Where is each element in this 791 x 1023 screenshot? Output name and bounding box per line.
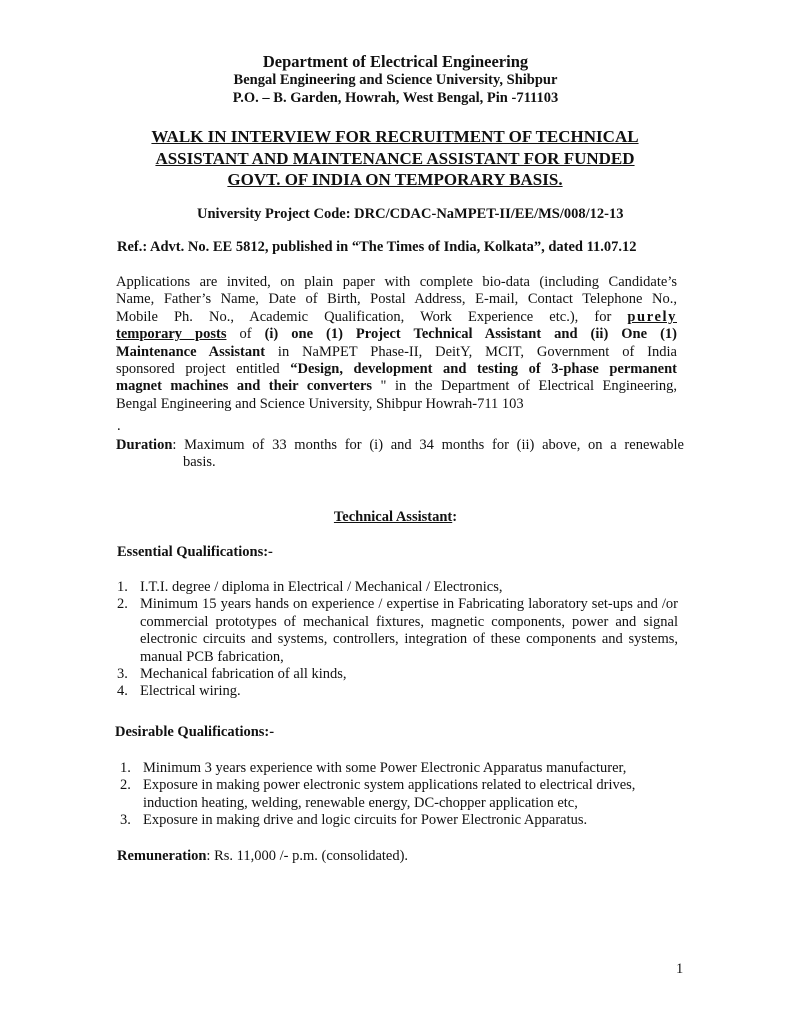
purely-emphasis: purely	[627, 308, 677, 325]
intro-text: in NaMPET Phase-II, DeitY, MCIT, Government of India	[265, 343, 677, 360]
intro-line	[116, 361, 677, 378]
intro-line: Bengal Engineering and Science University, Shibpur Howrah-711 103	[116, 395, 524, 412]
duration-continuation: basis.	[183, 454, 216, 471]
item-number: 2.	[117, 596, 128, 613]
item-number: 1.	[120, 760, 131, 776]
university-name: Bengal Engineering and Science University, Shibpur	[233, 72, 558, 88]
duration-block	[116, 437, 684, 472]
maintenance-assistant-emphasis: Maintenance Assistant	[116, 343, 266, 360]
list-item	[117, 596, 678, 666]
title-line-2: ASSISTANT AND MAINTENANCE ASSISTANT FOR FUNDED	[155, 148, 635, 168]
intro-line: Applications are invited, on plain paper with complete bio-data (including Candidate’s	[116, 274, 677, 290]
item-number: 3.	[117, 666, 128, 683]
list-item	[117, 666, 678, 683]
posts-list: (i) one (1) Project Technical Assistant and (ii) One (1)	[264, 326, 677, 343]
document-title	[116, 126, 674, 191]
title-line-1: WALK IN INTERVIEW FOR RECRUITMENT OF TECHNICAL	[151, 127, 639, 146]
item-text: Minimum 3 years experience with some Power Electronic Apparatus manufacturer,	[143, 760, 627, 776]
intro-line	[116, 378, 677, 395]
item-text: Mechanical fabrication of all kinds,	[140, 666, 347, 683]
intro-text: sponsored project entitled	[116, 360, 291, 377]
list-item	[117, 683, 678, 700]
temporary-posts-emphasis: temporary posts	[116, 326, 227, 343]
item-text: I.T.I. degree / diploma in Electrical / Mechanical / Electronics,	[140, 579, 503, 595]
essential-list	[117, 579, 678, 701]
list-item	[120, 812, 680, 829]
intro-line	[116, 326, 677, 343]
section-colon: :	[452, 509, 458, 525]
item-text: Exposure in making power electronic system applications related to electrical drives, induction heating, welding, renewable energy, DC-chopper application etc,	[143, 777, 636, 811]
intro-text: of	[226, 326, 265, 343]
university-address: P.O. – B. Garden, Howrah, West Bengal, Pin -711103	[232, 90, 559, 106]
desirable-list	[120, 760, 680, 830]
list-item	[120, 777, 680, 812]
essential-heading: Essential Qualifications:-	[117, 544, 273, 560]
item-text: Minimum 15 years hands on experience / expertise in Fabricating laboratory set-ups and /or commercial prototypes of mechanical fixtures, magnetic components, power and signal electronic circuits and systems, controllers, integration of these components and systems, manual PCB fabrication,	[140, 596, 678, 665]
item-number: 2.	[120, 777, 131, 794]
project-title-part-2: magnet machines and their converters	[116, 378, 373, 395]
section-title: Technical Assistant	[333, 509, 453, 525]
item-text: Electrical wiring.	[140, 683, 241, 700]
project-title-part-1: “Design, development and testing of 3-phase permanent	[290, 360, 677, 377]
intro-paragraph	[116, 274, 677, 413]
department-name: Department of Electrical Engineering	[262, 52, 529, 71]
intro-line: Name, Father’s Name, Date of Birth, Postal Address, E-mail, Contact Telephone No.,	[116, 291, 677, 308]
stray-period: .	[117, 418, 121, 434]
desirable-heading: Desirable Qualifications:-	[115, 724, 275, 740]
intro-text: Mobile Ph. No., Academic Qualification, Work Experience etc.), for	[116, 308, 628, 325]
list-item	[120, 760, 680, 777]
intro-text: " in the Department of Electrical Engineering,	[372, 378, 677, 395]
remuneration-line	[117, 848, 408, 865]
duration-text: : Maximum of 33 months for (i) and 34 months for (ii) above, on a renewable	[172, 437, 684, 453]
item-number: 1.	[117, 579, 128, 595]
duration-label: Duration	[116, 437, 173, 453]
project-code: University Project Code: DRC/CDAC-NaMPET-II/EE/MS/008/12-13	[197, 206, 624, 222]
intro-line	[116, 344, 677, 361]
list-item	[117, 579, 678, 596]
duration-line	[116, 437, 684, 454]
remuneration-label: Remuneration	[117, 848, 207, 864]
remuneration-value: : Rs. 11,000 /- p.m. (consolidated).	[206, 848, 409, 864]
item-number: 3.	[120, 812, 131, 829]
item-number: 4.	[117, 683, 128, 700]
title-line-3: GOVT. OF INDIA ON TEMPORARY BASIS.	[227, 170, 563, 189]
intro-line	[116, 309, 677, 326]
item-text: Exposure in making drive and logic circuits for Power Electronic Apparatus.	[143, 812, 588, 829]
page-number: 1	[676, 961, 684, 977]
advertisement-reference: Ref.: Advt. No. EE 5812, published in “The Times of India, Kolkata”, dated 11.07.12	[117, 239, 637, 255]
section-heading	[0, 509, 791, 526]
